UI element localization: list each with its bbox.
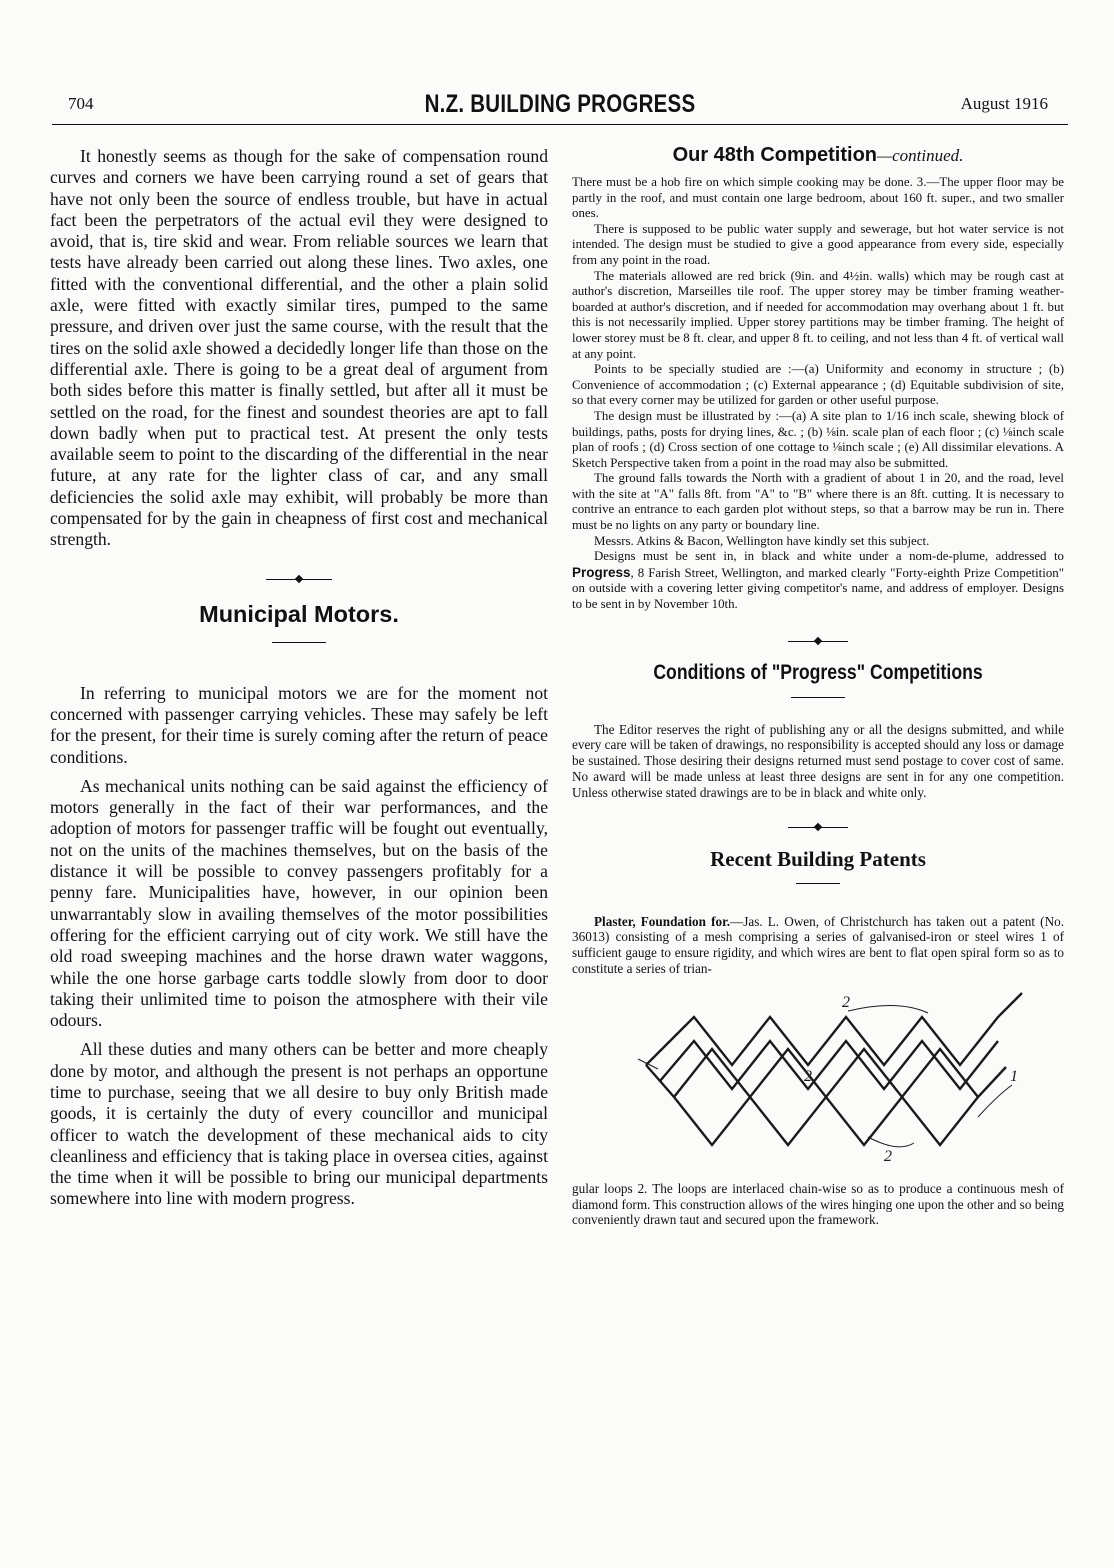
title-underline — [791, 697, 845, 698]
patent-paragraph: Plaster, Foundation for.—Jas. L. Owen, of Christchurch has taken out a patent (No. 36013) consisting of a mesh comprising a series of galvanised-iron or steel wires 1 of sufficient gauge to ensure rigidity, and which wires are bent to flat open spiral form so as to constitute a series of trian- — [572, 913, 1064, 976]
mesh-wire — [646, 993, 1022, 1065]
left-column — [50, 142, 548, 1210]
competition-paragraph: The materials allowed are red brick (9in. and 4½in. walls) which may be rough cast at author's discretion, Marseilles tile roof. The upper storey may be timber framing weather-boarded at author's discretion, and if needed for accommodation may overhang about 1 ft. but this is not necessarily implied. Upper storey partitions may be timber framing. The height of lower storey must be 8 ft. clear, and upper 8 ft. to ceiling, and not less than 4 ft. of vertical wall at any point. — [572, 268, 1064, 361]
differential-article-paragraph: It honestly seems as though for the sake of compensation round curves and corners we have been carrying round a set of gears that have not only been the source of endless trouble, but have in actual fact been the perpetrators of the actual evil they were designed to avoid, that is, tire skid and wear. From reliable sources we learn that tests have already been carried out along these lines. Two axles, one fitted with the conventional differential, and the other a plain solid axle, were fitted with exactly similar tires, pumped to the same pressure, and driven over just the same course, with the result that the tires on the solid axle showed a decidedly longer life than those on the differential axle. There is going to be a great deal of argument from both sides before this matter is finally settled, but after all it must be settled on the road, for the finest and soundest theories are apt to fall down badly when put to practical test. At present the only tests available seem to point to the discarding of the differential in the near future, at any rate for the lighter class of car, and any small deficiencies the solid axle may exhibit, will probably be more than compensated for by the gain in cheapness of first cost and mechanical strength. — [50, 146, 548, 550]
competition-paragraph: There must be a hob fire on which simple cooking may be done. 3.—The upper floor may be partly in the roof, and must contain one large bedroom, about 160 ft. super., and two smaller ones. — [572, 175, 1064, 221]
leader-line — [848, 1005, 928, 1013]
journal-title: N.Z. BUILDING PROGRESS — [424, 90, 696, 118]
page-number: 704 — [68, 94, 94, 113]
competition-paragraph: Points to be specially studied are :—(a) Uniformity and economy in structure ; (b) Convenience of accommodation ; (c) External appearance ; (d) Equitable subdivision of site, so that every corner may be utilized for garden or other useful purpose. — [572, 362, 1064, 408]
right-column — [572, 142, 1064, 1228]
article-title: Municipal Motors. — [199, 600, 399, 627]
patent-continuation: gular loops 2. The loops are interlaced chain-wise so as to produce a continuous mesh of diamond form. This construction allows of the wires hinging one upon the other and so being conveniently drawn taut and secured upon the framework. — [572, 1180, 1065, 1228]
conditions-paragraph: The Editor reserves the right of publishing any or all the designs submitted, and while every care will be taken of drawings, no responsibility is accepted should any loss or damage be sustained. Those desiring their designs returned must send postage to cover cost of same. No award will be made unless at least three designs are sent in for any one competition. Unless otherwise stated drawings are to be in black and white only. — [572, 721, 1064, 800]
competition-paragraph: Messrs. Atkins & Bacon, Wellington have kindly set this subject. — [594, 533, 930, 548]
section-divider — [788, 823, 848, 833]
issue-date: August 1916 — [960, 94, 1048, 113]
article-paragraph: All these duties and many others can be better and more cheaply done by motor, and although the present is not perhaps an opportune time to purchase, seeing that we all desire to buy only British made goods, it is certainly the duty of every councillor and municipal officer to watch the development of these mechanical aids to city cleanliness and efficiency that is taking place in oversea cities, against the time when it will be possible to bring our municipal departments somewhere into line with modern progress. — [50, 1039, 548, 1209]
progress-name: Progress — [572, 564, 631, 580]
competition-paragraph: The design must be illustrated by :—(a) A site plan to 1/16 inch scale, shewing block of buildings, paths, posts for drying lines, &c. ; (b) ⅛in. scale plan of each floor ; (c) ⅛inch scale plan of roofs ; (d) Cross section of one cottage to ⅛inch scale ; (e) All dissimilar elevations. A Sketch Perspective taken from a point in the road may also be submitted. — [572, 408, 1064, 470]
title-underline — [272, 642, 326, 643]
submission-paragraph: Designs must be sent in, in black and white under a nom-de-plume, addressed to Progress, 8 Farish Street, Wellington, and marked clearly "Forty-eighth Prize Competition" on outside with a covering letter giving competitor's name, and address of employer. Designs to be sent in by November 10th. — [572, 549, 1064, 612]
conditions-title: Conditions of "Progress" Competitions — [653, 660, 983, 684]
competition-body — [572, 175, 1064, 613]
patent-lead: Plaster, Foundation for. — [594, 913, 731, 929]
section-divider — [266, 575, 332, 585]
figure-label: 2 — [804, 1067, 812, 1085]
header-rule — [52, 124, 1068, 125]
patents-title: Recent Building Patents — [710, 846, 926, 871]
page-header — [52, 90, 1068, 124]
section-divider — [788, 637, 848, 647]
leader-line — [868, 1137, 914, 1147]
competition-paragraph: The ground falls towards the North with a gradient of about 1 in 20, and the road, level with the site at "A" falls 8ft. from "A" to "B" where there is an 8ft. cutting. It is necessary to contrive an entrance to each garden plot without steps, so that a barrow may be run in. There must be no lights on any party or boundary line. — [572, 471, 1064, 533]
figure-label: 2 — [884, 1147, 892, 1165]
title-underline — [796, 883, 840, 884]
article-paragraph: In referring to municipal motors we are for the moment not concerned with passenger carrying vehicles. These may safely be left for the present, for their time is surely coming after the return of peace conditions. — [50, 682, 548, 767]
figure-label: 2 — [842, 993, 850, 1011]
competition-title — [572, 144, 1064, 167]
competition-paragraph: There is supposed to be public water supply and sewerage, but hot water service is not intended. The design must be studied to give a good appearance from every side, especially from any point in the road. — [572, 221, 1064, 267]
article-paragraph: As mechanical units nothing can be said against the efficiency of motors generally in the fact of their war performances, and the adoption of motors for passenger traffic will be fought out eventually, not on the units of the machines themselves, but on the basis of the distance it will be possible to convey passengers profitably for a penny fare. Municipalities have, however, in our opinion been unwarrantably slow in availing themselves of the motor possibilities offering for the efficient carrying out of city work. We still have the old road sweeping machines and the horse drawn water waggons, while the one horse garbage carts toddle slowly from door to door taking their unlimited time to poison the atmosphere with their vile odours. — [50, 775, 548, 1031]
continued-label: —continued. — [877, 146, 964, 165]
competition-title-text: Our 48th Competition — [672, 144, 878, 166]
figure-label: 1 — [1010, 1067, 1018, 1085]
wire-mesh-figure — [598, 985, 1038, 1173]
